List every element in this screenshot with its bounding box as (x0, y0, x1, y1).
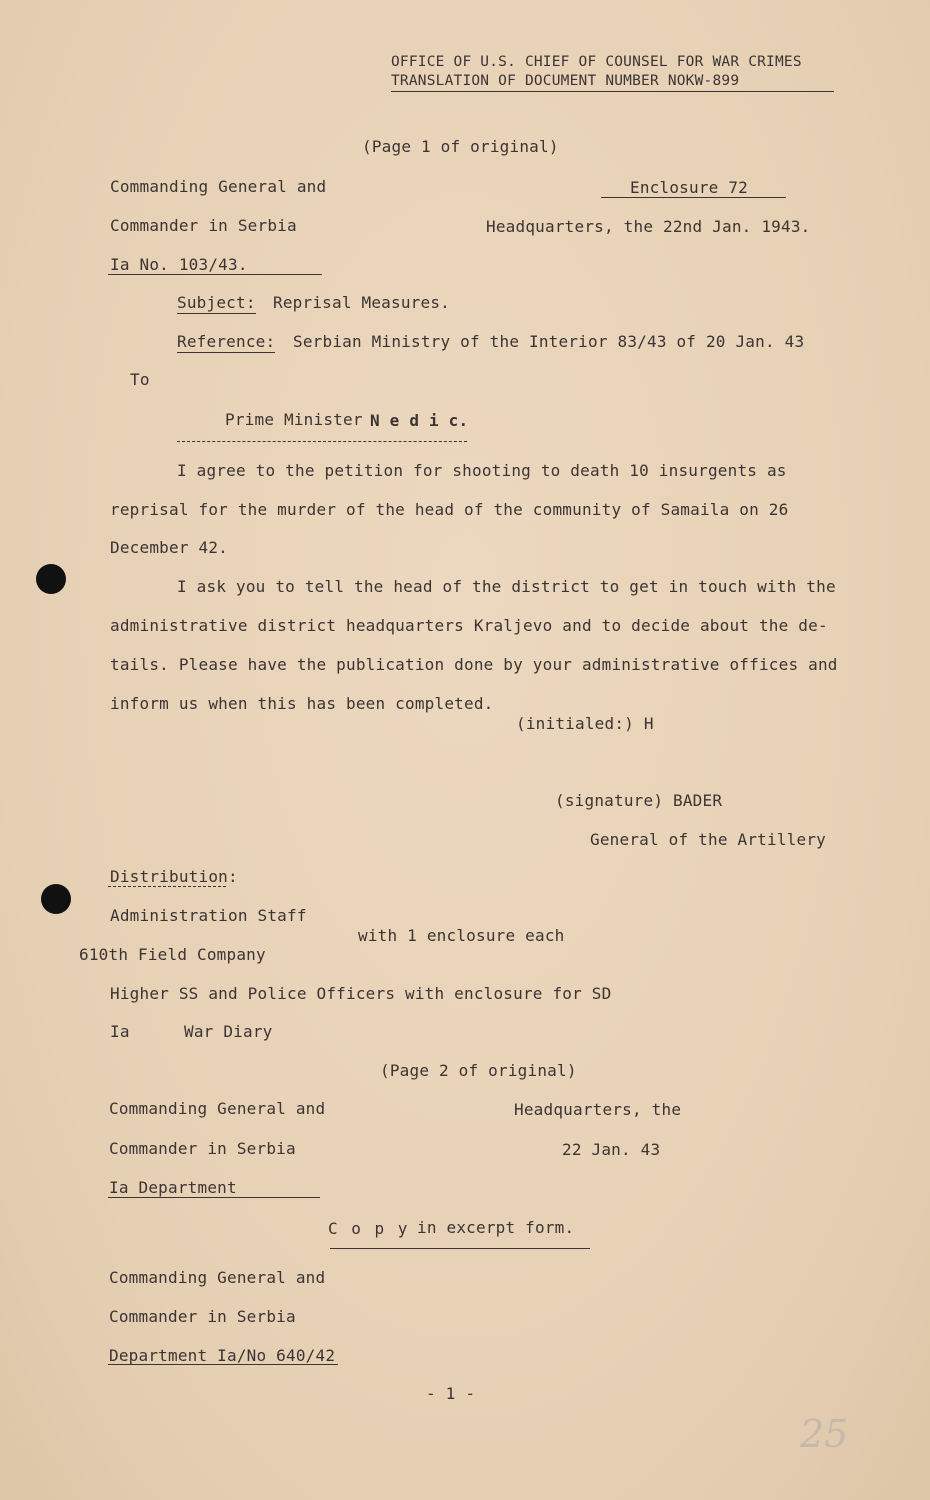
enclosure-underline (601, 197, 786, 198)
page2-marker: (Page 2 of original) (380, 1061, 577, 1080)
sender-reference-number: Ia No. 103/43. (110, 255, 248, 274)
body-p2-line3: tails. Please have the publication done by your administrative offices and (110, 655, 838, 674)
handwritten-page-number: 25 (800, 1412, 849, 1456)
page2-sender-line2: Commander in Serbia (109, 1139, 296, 1158)
distribution-underline (108, 886, 226, 887)
sender-line1: Commanding General and (110, 177, 327, 196)
enclosure-label: Enclosure 72 (630, 178, 748, 197)
distribution-label: Distribution: (110, 867, 238, 886)
initialed-note: (initialed:) H (516, 714, 654, 733)
page2-hq-line2: 22 Jan. 43 (562, 1140, 661, 1159)
distribution-item-war-diary: War Diary (184, 1022, 273, 1041)
header-translation-line: TRANSLATION OF DOCUMENT NUMBER NOKW-899 (391, 71, 834, 92)
excerpt-underline (108, 1364, 338, 1365)
distribution-enclosure-note: with 1 enclosure each (358, 926, 565, 945)
signature-line: (signature) BADER (555, 791, 723, 810)
copy-underline (330, 1248, 590, 1249)
page2-hq-line1: Headquarters, the (514, 1100, 682, 1119)
punch-hole-lower (41, 884, 71, 914)
excerpt-line3: Department Ia/No 640/42 (109, 1346, 336, 1365)
reference-label: Reference: (177, 332, 276, 351)
body-p1-line1: I agree to the petition for shooting to death 10 insurgents as (177, 461, 787, 480)
sender-underline (108, 274, 322, 275)
page2-sender-underline (108, 1197, 320, 1198)
body-p2-line4: inform us when this has been completed. (110, 694, 494, 713)
to-label: To (130, 370, 150, 389)
excerpt-line2: Commander in Serbia (109, 1307, 296, 1326)
sender-line2: Commander in Serbia (110, 216, 297, 235)
excerpt-line1: Commanding General and (109, 1268, 326, 1287)
body-p2-line2: administrative district headquarters Kraljevo and to decide about the de- (110, 616, 828, 635)
punch-hole-upper (36, 564, 66, 594)
subject-text: Reprisal Measures. (273, 293, 450, 312)
recipient-prefix: Prime Minister (225, 410, 363, 429)
recipient-underline (177, 441, 467, 442)
page1-marker: (Page 1 of original) (362, 137, 559, 156)
body-p1-line2: reprisal for the murder of the head of the community of Samaila on 26 (110, 500, 789, 519)
copy-excerpt-form: in excerpt form. (417, 1218, 575, 1237)
signature-title: General of the Artillery (590, 830, 826, 849)
page2-sender-line3: Ia Department (109, 1178, 237, 1197)
copy-word: C o p y (328, 1219, 410, 1238)
distribution-item-field-company: 610th Field Company (79, 945, 266, 964)
headquarters-date: Headquarters, the 22nd Jan. 1943. (486, 217, 811, 236)
distribution-item-ss-police: Higher SS and Police Officers with enclosure for SD (110, 984, 612, 1003)
header-office-line: OFFICE OF U.S. CHIEF OF COUNSEL FOR WAR CRIMES (391, 54, 802, 70)
distribution-item-ia: Ia (110, 1022, 130, 1041)
distribution-item-admin-staff: Administration Staff (110, 906, 307, 925)
reference-text: Serbian Ministry of the Interior 83/43 of 20 Jan. 43 (293, 332, 805, 351)
page2-sender-line1: Commanding General and (109, 1099, 326, 1118)
body-p2-line1: I ask you to tell the head of the district to get in touch with the (177, 577, 836, 596)
recipient-name: N e d i c. (370, 411, 469, 430)
subject-label: Subject: (177, 293, 256, 312)
body-p1-line3: December 42. (110, 538, 228, 557)
page-number: - 1 - (426, 1384, 476, 1403)
